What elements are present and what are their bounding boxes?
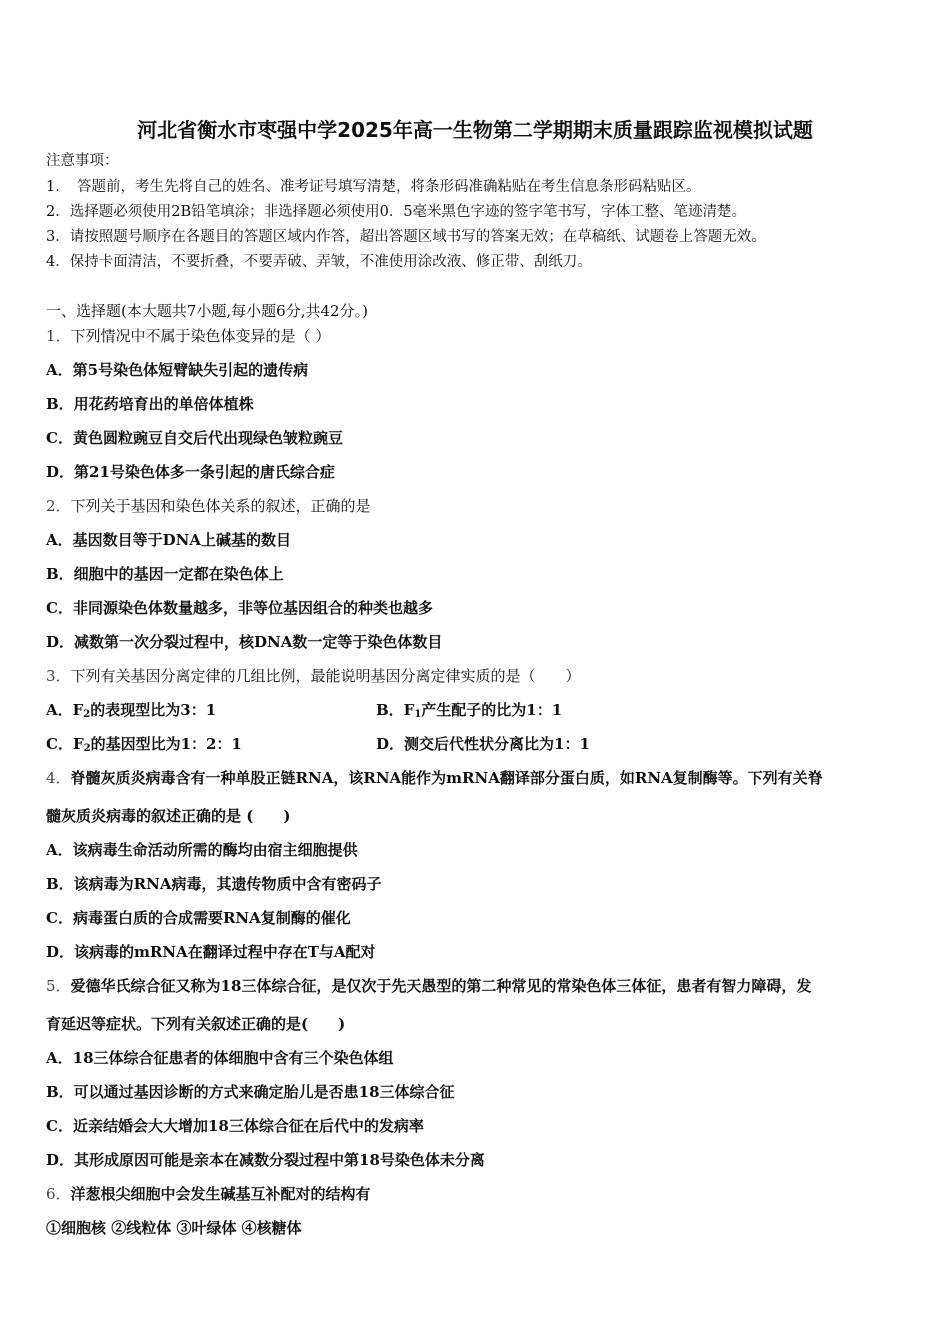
q3-option-c [46,734,242,759]
subscript: 1 [414,709,422,720]
question-5 [46,976,811,996]
q6-structures-list: ①细胞核 ②线粒体 ③叶绿体 ④核糖体 [46,1219,302,1237]
option-text: A．F [46,701,84,719]
question-stem: 脊髓灰质炎病毒含有一种单股正链RNA，该RNA能作为mRNA翻译部分蛋白质，如RNA复制酶等。下列有关脊 [70,769,823,787]
question-number: 1． [46,327,71,345]
q2-option-d: D．减数第一次分裂过程中，核DNA数一定等于染色体数目 [46,633,443,651]
section-heading: 一、选择题(本大题共7小题,每小题6分,共42分。) [46,302,368,320]
question-number: 6． [46,1185,71,1203]
q4-option-b: B．该病毒为RNA病毒，其遗传物质中含有密码子 [46,875,382,893]
q5-option-b: B．可以通过基因诊断的方式来确定胎儿是否患18三体综合征 [46,1083,455,1101]
question-5-continued: 育延迟等症状。下列有关叙述正确的是( ) [46,1015,346,1033]
question-stem: 下列关于基因和染色体关系的叙述，正确的是 [70,497,371,515]
question-stem: 下列情况中不属于染色体变异的是（ ） [70,327,331,345]
option-text: C．F [46,735,84,753]
question-4-continued: 髓灰质炎病毒的叙述正确的是 ( ) [46,807,291,825]
q5-option-c: C．近亲结婚会大大增加18三体综合征在后代中的发病率 [46,1117,424,1135]
option-text: B．F [376,701,415,719]
option-text: 产生配子的比为1：1 [421,701,563,719]
question-stem: 洋葱根尖细胞中会发生碱基互补配对的结构有 [70,1185,371,1203]
q1-option-b: B．用花药培育出的单倍体植株 [46,395,254,413]
question-4 [46,768,823,788]
q5-option-d: D．其形成原因可能是亲本在减数分裂过程中第18号染色体未分离 [46,1151,485,1169]
q1-option-c: C．黄色圆粒豌豆自交后代出现绿色皱粒豌豆 [46,429,343,447]
option-text: 的基因型比为1：2：1 [90,735,242,753]
question-stem: 下列有关基因分离定律的几组比例，最能说明基因分离定律实质的是（ ） [70,667,581,685]
subscript: 2 [83,743,91,754]
question-6 [46,1184,371,1204]
q3-option-a [46,700,216,725]
notice-heading: 注意事项： [46,153,119,169]
q4-option-d: D．该病毒的mRNA在翻译过程中存在T与A配对 [46,943,376,961]
notice-item-3: 3．请按照题号顺序在各题目的答题区域内作答，超出答题区域书写的答案无效；在草稿纸、试题卷上答题无效。 [46,229,766,245]
q5-option-a: A．18三体综合征患者的体细胞中含有三个染色体组 [46,1049,394,1067]
q1-option-a: A．第5号染色体短臂缺失引起的遗传病 [46,361,309,379]
q3-option-d: D．测交后代性状分离比为1：1 [376,735,590,753]
q1-option-d: D．第21号染色体多一条引起的唐氏综合症 [46,463,335,481]
q3-option-b [376,700,562,725]
q4-option-a: A．该病毒生命活动所需的酶均由宿主细胞提供 [46,841,358,859]
question-1 [46,326,330,346]
question-number: 2． [46,497,71,515]
notice-item-1: 1． 答题前，考生先将自己的姓名、准考证号填写清楚，将条形码准确粘贴在考生信息条形码粘贴区。 [46,179,701,195]
subscript: 2 [83,709,91,720]
notice-item-4: 4．保持卡面清洁，不要折叠，不要弄破、弄皱，不准使用涂改液、修正带、刮纸刀。 [46,254,592,270]
document-title: 河北省衡水市枣强中学2025年高一生物第二学期期末质量跟踪监视模拟试题 [137,118,813,142]
question-3 [46,666,581,686]
question-stem: 爱德华氏综合征又称为18三体综合征，是仅次于先天愚型的第二种常见的常染色体三体征，患者有智力障碍，发 [70,977,812,995]
q2-option-b: B．细胞中的基因一定都在染色体上 [46,565,284,583]
question-number: 5． [46,977,71,995]
question-number: 3． [46,667,71,685]
question-2 [46,496,371,516]
q2-option-c: C．非同源染色体数量越多，非等位基因组合的种类也越多 [46,599,433,617]
option-text: 的表现型比为3：1 [90,701,217,719]
q2-option-a: A．基因数目等于DNA上碱基的数目 [46,531,291,549]
q4-option-c: C．病毒蛋白质的合成需要RNA复制酶的催化 [46,909,351,927]
notice-item-2: 2．选择题必须使用2B铅笔填涂；非选择题必须使用0．5毫米黑色字迹的签字笔书写，字体工整、笔迹清楚。 [46,204,747,220]
question-number: 4． [46,769,71,787]
